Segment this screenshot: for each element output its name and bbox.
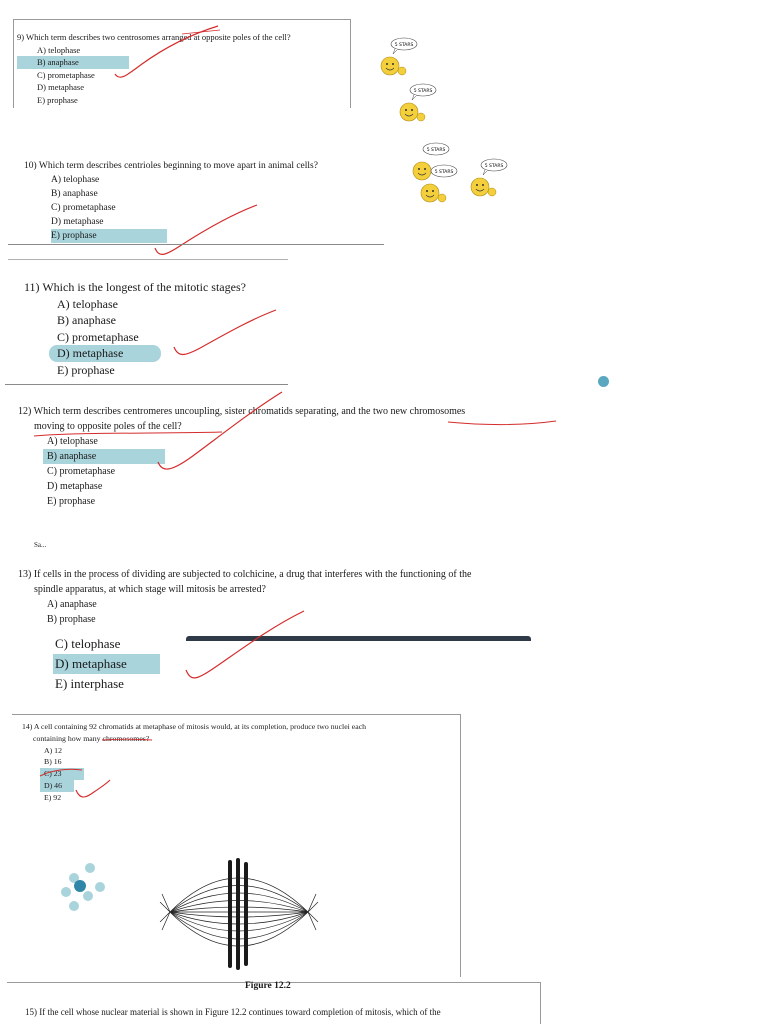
svg-text:5 STARS: 5 STARS	[426, 148, 446, 153]
q11-checkmark	[172, 309, 280, 359]
mitosis-spindle-figure-icon	[158, 854, 318, 974]
question-9-stem: 9) Which term describes two centrosomes arranged at opposite poles of the cell?	[17, 32, 291, 42]
question-12-stem-line2: moving to opposite poles of the cell?	[34, 421, 182, 432]
q11-option-d-highlighted: D) metaphase	[49, 345, 161, 362]
figure-right-border	[540, 982, 541, 1024]
q14-option-c-crossed: C) 23	[40, 768, 84, 780]
five-stars-sticker-icon	[397, 83, 442, 128]
q13-option-c: C) telophase	[55, 636, 121, 651]
question-11-stem: 11) Which is the longest of the mitotic stages?	[24, 280, 246, 294]
question-10-stem: 10) Which term describes centrioles beginning to move apart in animal cells?	[24, 161, 318, 171]
question-13-stem-line1: 13) If cells in the process of dividing are subjected to colchicine, a drug that interferes with the functioning of the	[18, 569, 472, 580]
q13-option-d-highlighted: D) metaphase	[53, 654, 160, 674]
divider	[5, 384, 288, 385]
q11-option-c: C) prometaphase	[57, 329, 139, 344]
svg-text:5 STARS: 5 STARS	[434, 170, 454, 175]
q12-pen-annotations	[0, 392, 560, 472]
q12-option-b-highlighted: B) anaphase	[43, 449, 165, 464]
q12-option-a: A) telophase	[47, 436, 98, 447]
q11-option-e: E) prophase	[57, 362, 115, 377]
q13-option-b: B) prophase	[47, 614, 96, 625]
question-14-stem-line1: 14) A cell containing 92 chromatids at metaphase of mitosis would, at its completion, produce two nuclei each	[22, 722, 367, 731]
svg-text:5 STARS: 5 STARS	[394, 43, 414, 48]
svg-text:5 STARS: 5 STARS	[484, 164, 504, 169]
q10-option-d: D) metaphase	[51, 217, 104, 227]
q9-option-d: D) metaphase	[37, 82, 84, 92]
q13-option-e: E) interphase	[55, 676, 124, 691]
q12-option-e: E) prophase	[47, 496, 96, 507]
q12-option-d: D) metaphase	[47, 481, 103, 492]
svg-text:5 STARS: 5 STARS	[413, 89, 433, 94]
q13-option-a: A) anaphase	[47, 599, 97, 610]
q10-option-b: B) anaphase	[51, 189, 98, 199]
q9-checkmark	[112, 26, 222, 76]
five-stars-sticker-icon	[418, 164, 463, 209]
question-15	[25, 1006, 441, 1019]
q9-option-c: C) prometaphase	[37, 69, 95, 80]
question-15-stem: 15) If the cell whose nuclear material is shown in Figure 12.2 continues toward completion of mitosis, which of the	[25, 1007, 441, 1017]
q14-option-e: E) 92	[44, 792, 62, 802]
q14-pen-annotations	[36, 728, 156, 808]
q9-option-e: E) prophase	[37, 94, 78, 105]
question-12-stem-line1: 12) Which term describes centromeres uncoupling, sister chromatids separating, and the two new chromosomes	[18, 406, 466, 417]
question-13-large-options	[55, 634, 160, 694]
q14-option-a: A) 12	[44, 745, 62, 755]
q10-option-c: C) prometaphase	[51, 203, 116, 213]
question-14-stem-line2: containing how many chromosomes?	[33, 733, 150, 743]
question-13-stem-line2: spindle apparatus, at which stage will mitosis be arrested?	[34, 584, 266, 595]
q11-option-b: B) anaphase	[57, 313, 116, 327]
q14-option-d-highlighted: D) 46	[40, 780, 74, 792]
five-stars-sticker-icon	[468, 158, 513, 203]
q12-option-c: C) prometaphase	[47, 466, 116, 477]
divider	[8, 244, 384, 245]
q14-option-b: B) 16	[44, 757, 62, 767]
decorative-dots-icon	[58, 860, 108, 914]
q11-option-a: A) telophase	[57, 296, 118, 311]
scribble-text: Sa...	[34, 541, 47, 549]
q9-option-a: A) telophase	[37, 44, 81, 55]
q10-checkmark	[153, 204, 263, 256]
q10-option-e-highlighted: E) prophase	[51, 229, 167, 243]
q9-option-b-highlighted: B) anaphase	[17, 56, 129, 69]
q13-checkmark	[183, 610, 308, 682]
divider	[8, 259, 288, 260]
teal-dot	[598, 376, 609, 387]
five-stars-sticker-icon	[378, 37, 423, 82]
q10-option-a: A) telophase	[51, 175, 100, 185]
figure-caption: Figure 12.2	[245, 981, 291, 991]
